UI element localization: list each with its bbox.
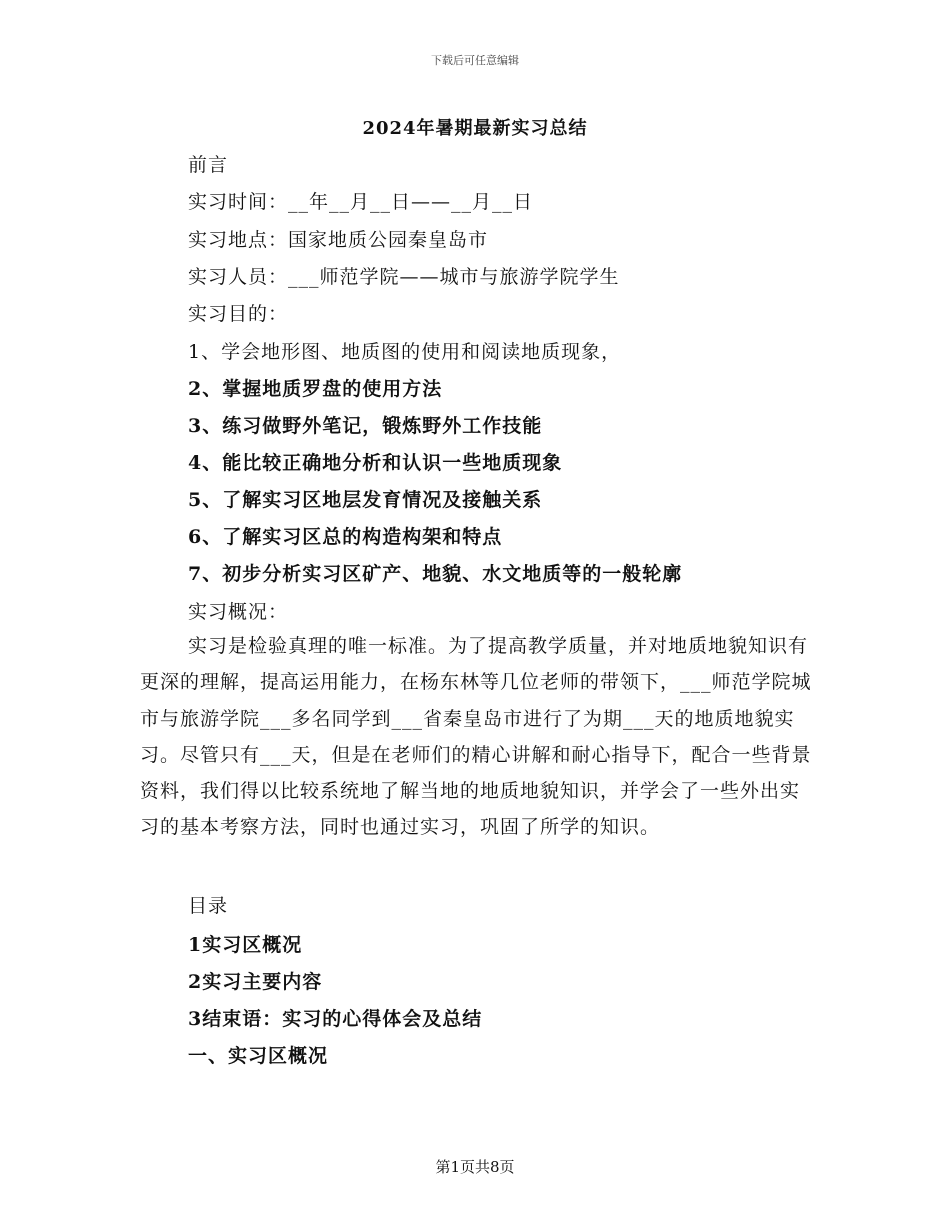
toc-item-2: 2实习主要内容 [188,971,323,993]
toc-item-1: 1实习区概况 [188,934,303,956]
page-number: 第1页共8页 [435,1158,515,1176]
goal-item-7: 7、初步分析实习区矿产、地貌、水文地质等的一般轮廓 [188,563,683,585]
goal-item-1: 1、学会地形图、地质图的使用和阅读地质现象， [188,341,622,363]
goal-item-2: 2、掌握地质罗盘的使用方法 [188,378,443,400]
toc-heading: 目录 [188,895,229,917]
goal-item-4: 4、能比较正确地分析和认识一些地质现象 [188,452,563,474]
page-header-note: 下载后可任意编辑 [431,54,519,67]
internship-people: 实习人员：___师范学院——城市与旅游学院学生 [188,266,620,288]
internship-time: 实习时间：__年__月__日——__月__日 [188,191,534,213]
toc-item-3: 3结束语：实习的心得体会及总结 [188,1008,483,1030]
document-title: 2024年暑期最新实习总结 [362,118,588,139]
overview-heading: 实习概况： [188,601,289,623]
section-heading: 一、实习区概况 [188,1045,329,1067]
overview-paragraph: 实习是检验真理的唯一标准。为了提高教学质量，并对地质地貌知识有更深的理解，提高运用能力，在杨东林等几位老师的带领下，___师范学院城市与旅游学院___多名同学到___省秦皇岛市进行了为期___天的地质地貌实习。尽管只有___天，但是在老师们的精心讲解和耐心指导下，配合一些背景资料，我们得以比较系统地了解当地的地质地貌知识，并学会了一些外出实习的基本考察方法，同时也通过实习，巩固了所学的知识。 [140,635,812,839]
purpose-heading: 实习目的： [188,303,289,325]
goal-item-6: 6、了解实习区总的构造构架和特点 [188,526,503,548]
preface-heading: 前言 [188,154,229,176]
goal-item-3: 3、练习做野外笔记，锻炼野外工作技能 [188,415,543,437]
goal-item-5: 5、了解实习区地层发育情况及接触关系 [188,489,543,511]
internship-place: 实习地点：国家地质公园秦皇岛市 [188,229,489,251]
